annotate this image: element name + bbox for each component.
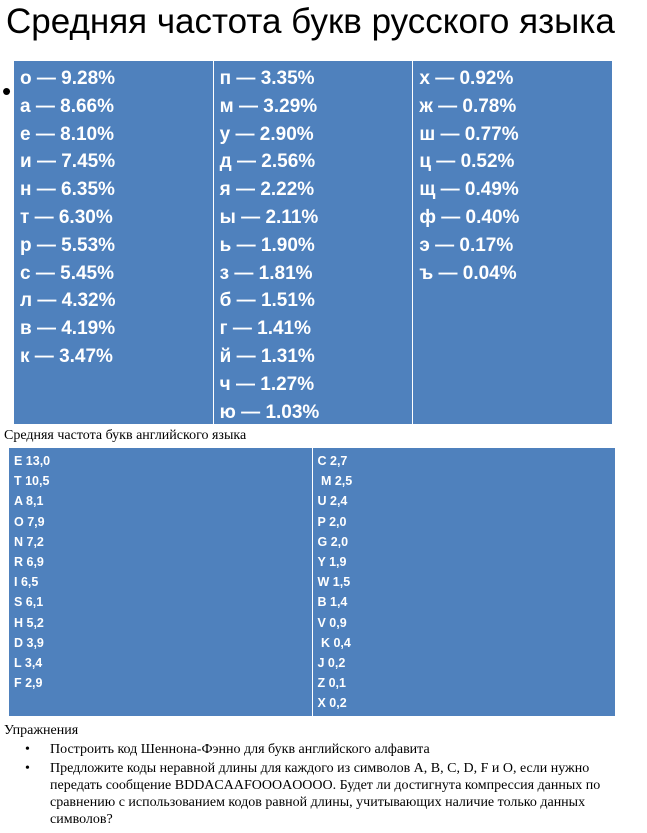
russian-cell: а — 8.66% — [20, 95, 114, 117]
russian-cell: р — 5.53% — [20, 234, 116, 256]
exercise-text: Построить код Шеннона-Фэнно для букв английского алфавита — [50, 742, 430, 757]
english-cell: X 0,2 — [317, 696, 347, 711]
russian-cell: и — 7.45% — [20, 151, 116, 173]
english-cell: B 1,4 — [317, 595, 348, 610]
exercises-title: Упражнения — [4, 723, 79, 738]
russian-cell: у — 2.90% — [219, 123, 314, 145]
russian-cell: г — 1.41% — [219, 318, 312, 340]
english-cell: F 2,9 — [14, 676, 43, 691]
russian-cell: ъ — 0.04% — [419, 262, 517, 284]
russian-cell: щ — 0.49% — [419, 179, 519, 201]
russian-cell: м — 3.29% — [219, 95, 318, 117]
english-cell: N 7,2 — [14, 534, 44, 549]
russian-cell: п — 3.35% — [219, 68, 315, 89]
english-cell: H 5,2 — [14, 615, 44, 630]
slide-bullet: • — [2, 76, 12, 106]
english-cell: T 10,5 — [14, 474, 50, 489]
english-cell: G 2,0 — [317, 534, 349, 549]
english-cell: C 2,7 — [317, 454, 348, 468]
russian-cell: ч — 1.27% — [219, 373, 315, 395]
russian-cell: ш — 0.77% — [419, 123, 519, 145]
english-cell: M 2,5 — [317, 474, 353, 489]
english-cell: U 2,4 — [317, 494, 348, 509]
russian-cell: ь — 1.90% — [219, 234, 315, 256]
exercise-item — [25, 760, 630, 828]
bullet-icon: • — [25, 742, 30, 757]
russian-cell: д — 2.56% — [219, 151, 316, 173]
english-frequency-title: Средняя частота букв английского языка — [4, 428, 247, 443]
russian-frequency-table — [14, 61, 612, 424]
russian-cell: ж — 0.78% — [419, 95, 517, 117]
russian-cell: й — 1.31% — [219, 345, 315, 367]
english-column-1 — [9, 448, 312, 716]
russian-cell: ю — 1.03% — [219, 401, 320, 423]
russian-cell: э — 0.17% — [419, 234, 514, 256]
russian-cell: х — 0.92% — [419, 68, 514, 89]
exercise-text: Предложите коды неравной длины для каждого из символов А, В, С, D, F и О, если нужно передать сообщение BDDACAAFOOOAOOOO. Будет ли достигнута компрессия данных по сравнению с использованием кодов равной длины, учитывающих наличие только данных символов? — [50, 761, 601, 827]
english-cell: D 3,9 — [14, 635, 44, 650]
english-cell: E 13,0 — [14, 454, 51, 468]
english-cell: R 6,9 — [14, 554, 44, 569]
russian-cell: б — 1.51% — [219, 290, 315, 312]
russian-cell: о — 9.28% — [20, 68, 116, 89]
exercise-item — [25, 741, 630, 758]
russian-cell: ы — 2.11% — [219, 206, 319, 228]
russian-cell: з — 1.81% — [219, 262, 313, 284]
russian-cell: в — 4.19% — [20, 318, 116, 340]
english-column-2 — [312, 448, 616, 716]
english-cell: O 7,9 — [14, 514, 45, 529]
russian-cell: я — 2.22% — [219, 179, 315, 201]
english-cell: K 0,4 — [317, 635, 351, 650]
russian-column-3 — [412, 61, 612, 424]
english-cell: J 0,2 — [317, 655, 346, 670]
english-cell: A 8,1 — [14, 494, 44, 509]
russian-cell: ф — 0.40% — [419, 206, 520, 228]
english-cell: P 2,0 — [317, 514, 347, 529]
exercises-list — [25, 741, 630, 830]
english-frequency-table — [9, 448, 615, 716]
english-cell: Y 1,9 — [317, 554, 347, 569]
russian-column-2 — [213, 61, 413, 424]
english-cell: S 6,1 — [14, 595, 44, 610]
russian-cell: с — 5.45% — [20, 262, 114, 284]
english-cell: I 6,5 — [14, 575, 39, 590]
english-cell: W 1,5 — [317, 575, 351, 590]
russian-cell: ц — 0.52% — [419, 151, 515, 173]
english-cell: V 0,9 — [317, 615, 347, 630]
english-cell: L 3,4 — [14, 655, 43, 670]
russian-cell: т — 6.30% — [20, 206, 113, 228]
english-cell: Z 0,1 — [317, 676, 346, 691]
page-title: Средняя частота букв русского языка — [6, 2, 615, 41]
russian-cell: л — 4.32% — [20, 290, 116, 312]
russian-cell: е — 8.10% — [20, 123, 114, 145]
russian-column-1 — [14, 61, 213, 424]
russian-cell: н — 6.35% — [20, 179, 115, 201]
russian-cell: к — 3.47% — [20, 345, 113, 367]
bullet-icon: • — [25, 761, 30, 776]
